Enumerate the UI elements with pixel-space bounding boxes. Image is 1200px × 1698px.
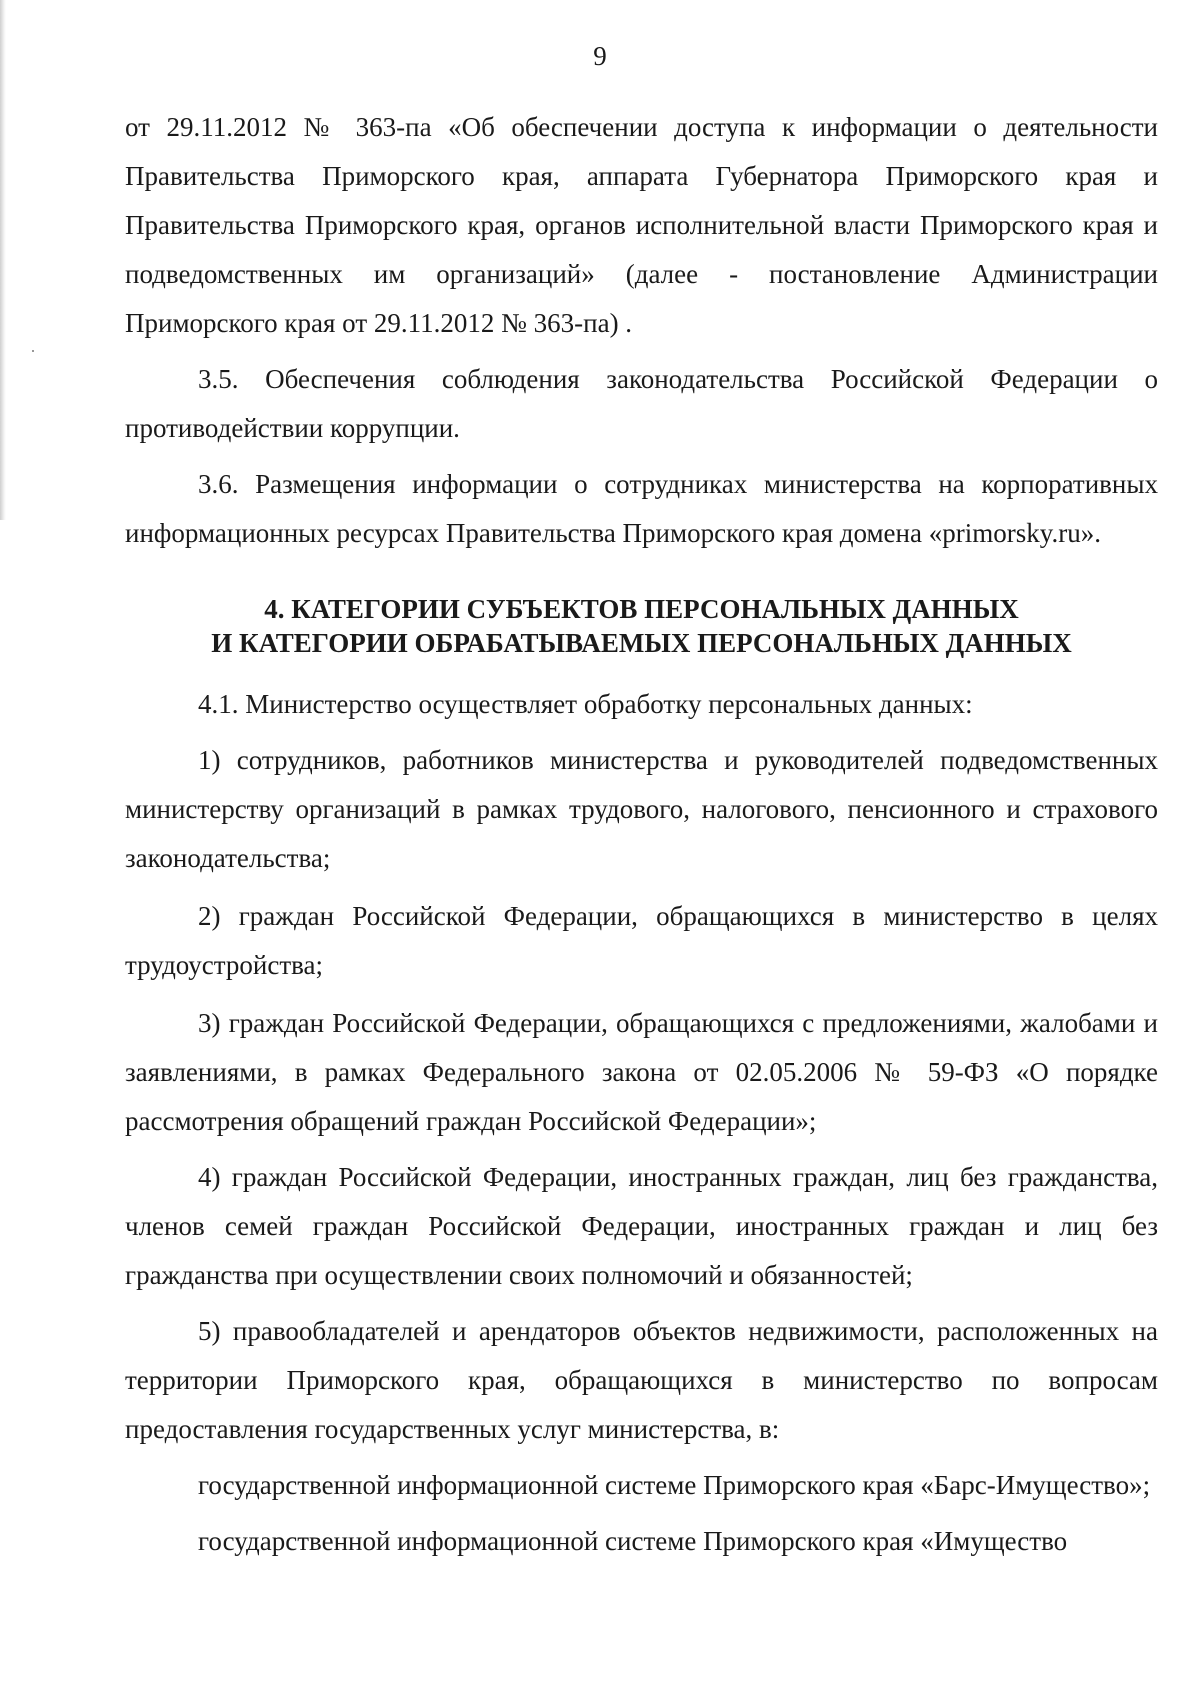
paragraph-resolution-reference: от 29.11.2012 № 363-па «Об обеспечении доступа к информации о деятельности Правительства Приморского края, аппарата Губернатора Приморского края и Правительства Приморского края, органов исполнительной власти Приморского края и подведомственных им организаций» (далее - постановление Администрации Приморского края от 29.11.2012 № 363-па) . [125,112,1158,338]
paragraph-3-6: 3.6. Размещения информации о сотрудниках министерства на корпоративных информационных ресурсах Правительства Приморского края домена «primorsky.ru». [125,469,1158,548]
list-item-3: 3) граждан Российской Федерации, обращающихся с предложениями, жалобами и заявлениями, в рамках Федерального закона от 02.05.2006 № 59-ФЗ «О порядке рассмотрения обращений граждан Российской Федерации»; [125,1008,1158,1136]
list-item-1: 1) сотрудников, работников министерства и руководителей подведомственных министерству организаций в рамках трудового, налогового, пенсионного и страхового законодательства; [125,745,1158,873]
list-subitem-imushchestvo: государственной информационной системе Приморского края «Имущество [198,1526,1068,1556]
section-4-heading [125,592,1158,660]
section-heading-line-1: 4. КАТЕГОРИИ СУБЪЕКТОВ ПЕРСОНАЛЬНЫХ ДАННЫХ [264,594,1019,624]
list-item-5: 5) правообладателей и арендаторов объектов недвижимости, расположенных на территории Приморского края, обращающихся в министерство по вопросам предоставления государственных услуг министерства, в: [125,1316,1158,1444]
list-item-2: 2) граждан Российской Федерации, обращающихся в министерство в целях трудоустройства; [125,901,1158,980]
page-number: 9 [593,41,607,71]
scan-speck [32,350,34,352]
list-item-4: 4) граждан Российской Федерации, иностранных граждан, лиц без гражданства, членов семей граждан Российской Федерации, иностранных граждан и лиц без гражданства при осуществлении своих полномочий и обязанностей; [125,1162,1158,1290]
scan-edge-shadow [0,0,6,520]
document-body [125,103,1158,1566]
section-heading-line-2: И КАТЕГОРИИ ОБРАБАТЫВАЕМЫХ ПЕРСОНАЛЬНЫХ ДАННЫХ [211,628,1072,658]
paragraph-4-1: 4.1. Министерство осуществляет обработку персональных данных: [198,689,973,719]
paragraph-3-5: 3.5. Обеспечения соблюдения законодательства Российской Федерации о противодействии коррупции. [125,364,1158,443]
list-subitem-bars-imushchestvo: государственной информационной системе Приморского края «Барс-Имущество»; [198,1470,1151,1500]
